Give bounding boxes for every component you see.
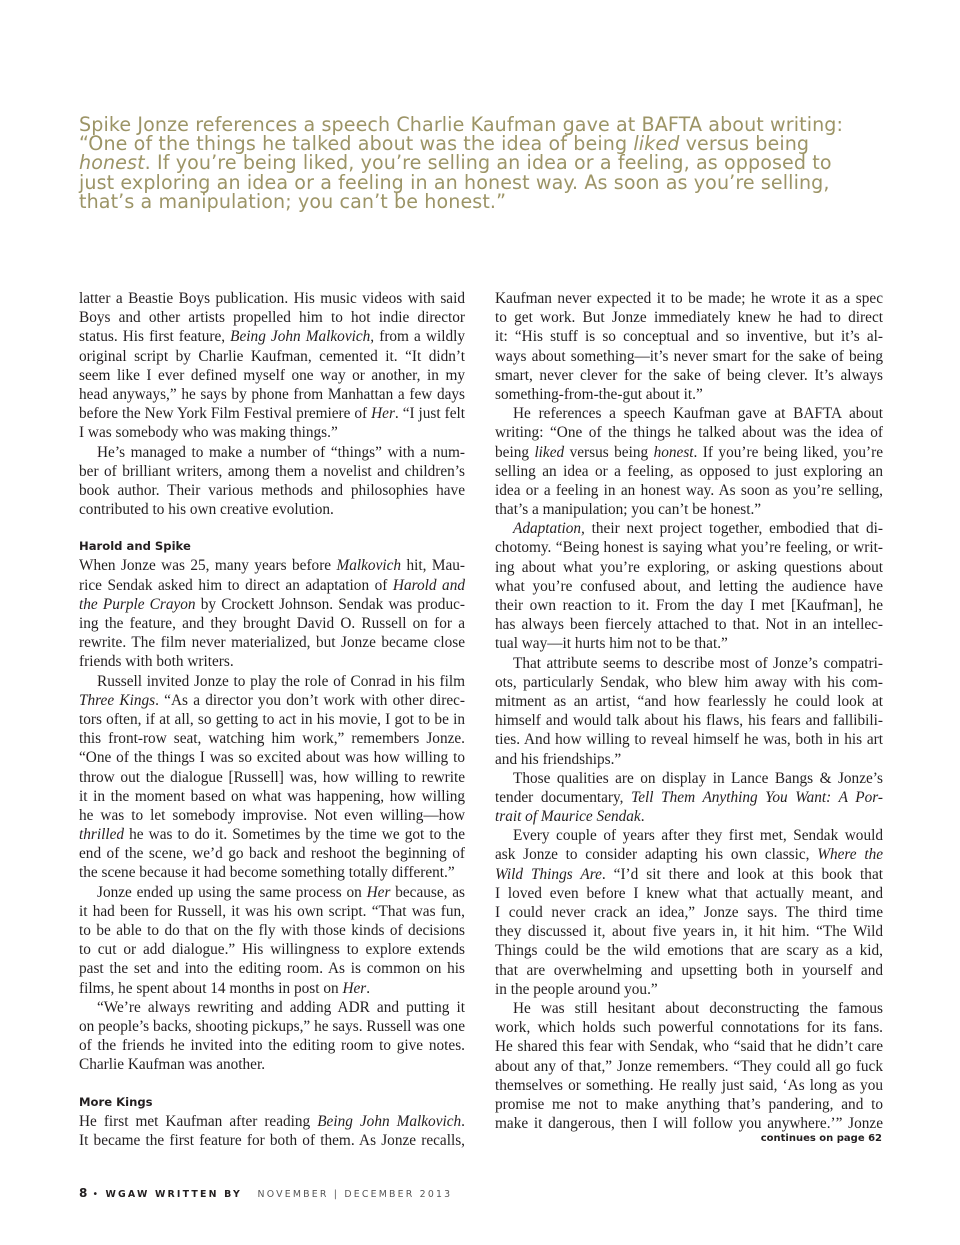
text-line: Every couple of years after they first met, Sendak would bbox=[513, 827, 883, 845]
text-line: He’s managed to make a number of “things” with a num- bbox=[97, 443, 465, 461]
text-line: their own reaction to it. From the day I met [Kaufman], he bbox=[495, 597, 883, 614]
text-line: promise me not to make anything that’s pandering, and to bbox=[495, 1095, 883, 1113]
pull-quote-line: just exploring an idea or a feeling in an honest way. As soon as you’re selling, bbox=[79, 170, 830, 194]
text-line: work, which holds such powerful connotations for its fans. bbox=[495, 1019, 883, 1037]
text-line: status. His first feature, Being John Malkovich, from a wildly bbox=[79, 328, 465, 346]
text-line: to be able to do that on the fly with those kinds of decisions bbox=[79, 922, 465, 939]
paragraph bbox=[495, 769, 883, 827]
text-line: before the New York Film Festival premiere of Her. “I just felt bbox=[79, 405, 465, 423]
text-line: rewrite. The film never materialized, but Jonze became close bbox=[79, 634, 465, 652]
paragraph bbox=[79, 289, 465, 443]
text-line: of the friends he invited into the editing room to give notes. bbox=[79, 1037, 465, 1055]
text-line: about any of that,” Jonze remembers. “They could all go fuck bbox=[495, 1057, 883, 1075]
footer-bullet: • bbox=[92, 1189, 101, 1200]
text-line: He shared this fear with Sendak, who “said that he didn’t care bbox=[495, 1038, 883, 1056]
pull-quote-line: that’s a manipulation; you can’t be honest.” bbox=[79, 189, 507, 213]
text-line: mitment as an artist, “and how fearlessly he could look at bbox=[495, 692, 883, 710]
text-line: selling an idea or a feeling, as opposed to just exploring an bbox=[495, 462, 883, 480]
section-heading: Harold and Spike bbox=[79, 539, 191, 554]
text-line: on people’s backs, shooting pickups,” he says. Russell was one bbox=[79, 1017, 465, 1035]
text-line: chotomy. “Being honest is saying what you’re feeling, or writ- bbox=[495, 539, 883, 557]
text-line: original script by Charlie Kaufman, cemented it. “It didn’t bbox=[79, 347, 465, 365]
text-line: I could never crack an idea,” Jonze says. The third time bbox=[495, 904, 883, 921]
text-line: When Jonze was 25, many years before Malkovich hit, Mau- bbox=[79, 557, 465, 575]
text-line: that are overwhelming and upsetting both in yourself and bbox=[495, 961, 883, 979]
text-line: has always been fiercely attached to that. Not in an intellec- bbox=[495, 616, 883, 634]
text-line: it in the moment based on what was happening, how willing bbox=[79, 787, 465, 805]
text-line: tender documentary, Tell Them Anything You Want: A Por- bbox=[495, 788, 883, 806]
paragraph bbox=[79, 443, 465, 520]
text-line: himself and would talk about his flaws, his fears and fallibili- bbox=[495, 712, 883, 730]
text-line: Russell invited Jonze to play the role of Conrad in his film bbox=[97, 672, 465, 690]
text-line: Wild Things Are. “I’d sit there and look at this book that bbox=[495, 865, 883, 883]
text-line: films, he spent about 14 months in post on Her. bbox=[79, 979, 371, 997]
text-line: ber of brilliant writers, among them a novelist and children’s bbox=[79, 462, 465, 480]
text-line: make it dangerous, then I will follow you anywhere.’” Jonze bbox=[495, 1115, 883, 1133]
text-line: past the set and into the editing room. As is common on his bbox=[79, 960, 465, 978]
page-number: 8 bbox=[79, 1186, 88, 1200]
text-line: I was somebody who was making things.” bbox=[79, 424, 338, 442]
text-line: and his friendships.” bbox=[495, 750, 622, 768]
text-line: that’s a manipulation; you can’t be honest.” bbox=[495, 501, 762, 519]
text-line: being liked versus being honest. If you’re being liked, you’re bbox=[495, 443, 883, 461]
text-line: the Purple Crayon by Crockett Johnson. Sendak was produc- bbox=[79, 595, 465, 613]
text-line: it: “His stuff is so conceptual and so inventive, but it’s al- bbox=[495, 328, 883, 346]
text-line: head anyways,” he says by phone from Manhattan a few days bbox=[79, 385, 465, 403]
text-line: themselves or something. He really just said, ‘As long as you bbox=[495, 1076, 883, 1094]
text-line: seem like I ever defined myself one way or another, in my bbox=[79, 366, 465, 384]
paragraph bbox=[495, 519, 883, 653]
paragraph bbox=[495, 289, 883, 404]
text-line: Boys and other artists propelled him to hot indie director bbox=[79, 309, 465, 327]
text-line: idea or a feeling in an honest way. As soon as you’re selling, bbox=[495, 481, 883, 499]
text-line: Charlie Kaufman was another. bbox=[79, 1056, 266, 1074]
text-line: trait of Maurice Sendak. bbox=[495, 808, 645, 826]
text-line: something-from-the-gut about it.” bbox=[495, 385, 703, 403]
text-line: Adaptation, their next project together, embodied that di- bbox=[513, 520, 883, 538]
paragraph bbox=[495, 999, 883, 1133]
text-line: to get work. But Jonze immediately knew he had to direct bbox=[495, 309, 883, 327]
text-line: rice Sendak asked him to direct an adaptation of Harold and bbox=[79, 576, 465, 594]
text-line: latter a Beastie Boys publication. His music videos with said bbox=[79, 290, 465, 307]
paragraph bbox=[79, 883, 465, 998]
pull-quote bbox=[79, 110, 887, 213]
text-line: they discussed it, about five years in, it hit him. “The Wild bbox=[495, 923, 883, 941]
pull-quote-line: Spike Jonze references a speech Charlie Kaufman gave at BAFTA about writing: bbox=[79, 113, 844, 136]
text-line: throw out the dialogue [Russell] was, how willing to rewrite bbox=[79, 768, 465, 786]
text-line: Jonze ended up using the same process on Her because, as bbox=[97, 883, 465, 901]
text-line: tual way—it hurts him not to be that.” bbox=[495, 635, 728, 653]
pull-quote-line: “One of the things he talked about was the idea of being liked versus being bbox=[79, 132, 810, 156]
issue-date: NOVEMBER | DECEMBER 2013 bbox=[257, 1189, 453, 1200]
text-line: it had been for Russell, it was his own script. “That was fun, bbox=[79, 902, 465, 920]
continuation-note: continues on page 62 bbox=[760, 1133, 882, 1144]
paragraph bbox=[79, 1112, 465, 1150]
text-line: Things could be the wild emotions that are scary as a kid, bbox=[495, 942, 883, 960]
magazine-name: WGAW WRITTEN BY bbox=[105, 1189, 242, 1200]
right-column bbox=[495, 289, 883, 1133]
text-line: end of the scene, we’d go back and reshoot the beginning of bbox=[79, 845, 465, 863]
pull-quote-line: honest. If you’re being liked, you’re selling an idea or a feeling, as opposed to bbox=[79, 151, 832, 175]
text-line: He first met Kaufman after reading Being John Malkovich. bbox=[79, 1112, 465, 1130]
text-line: ask Jonze to consider adapting his own classic, Where the bbox=[495, 846, 883, 864]
paragraph bbox=[79, 672, 465, 883]
text-line: book author. Their various methods and philosophies have bbox=[79, 481, 465, 499]
text-line: Kaufman never expected it to be made; he wrote it as a spec bbox=[495, 290, 883, 307]
text-line: this front-row seat, watching him work,” remembers Jonze. bbox=[79, 730, 465, 748]
text-line: It became the first feature for both of them. As Jonze recalls, bbox=[79, 1131, 465, 1149]
text-line: the scene because it had become something totally different.” bbox=[79, 864, 455, 882]
text-line: ties. And how willing to reveal himself he was, both in his art bbox=[495, 731, 883, 749]
text-line: Those qualities are on display in Lance Bangs & Jonze’s bbox=[513, 769, 883, 787]
text-line: in the people around you.” bbox=[495, 980, 658, 998]
text-line: what you’re confused about, and letting the audience have bbox=[495, 577, 883, 595]
text-line: smart, never clever for the sake of being clever. It’s always bbox=[495, 366, 883, 384]
paragraph bbox=[495, 654, 883, 769]
text-line: Three Kings. “As a director you don’t work with other direc- bbox=[79, 691, 465, 709]
paragraph bbox=[495, 404, 883, 519]
text-line: I loved even before I knew what that actually meant, and bbox=[495, 884, 883, 902]
text-line: ing the feature, and they brought David O. Russell on for a bbox=[79, 615, 465, 632]
text-line: friends with both writers. bbox=[79, 653, 234, 671]
page-footer bbox=[79, 1186, 452, 1200]
paragraph bbox=[495, 826, 883, 999]
text-line: ing about what you’re exploring, or asking questions about bbox=[495, 558, 883, 576]
text-line: writing: “One of the things he talked about was the idea of bbox=[495, 424, 883, 442]
text-line: “One of the things I was so excited about was how willing to bbox=[79, 749, 465, 767]
section-heading: More Kings bbox=[79, 1094, 153, 1109]
text-line: He was still hesitant about deconstructing the famous bbox=[513, 999, 883, 1017]
text-line: thrilled he was to do it. Sometimes by the time we got to the bbox=[79, 826, 465, 844]
text-line: He references a speech Kaufman gave at BAFTA about bbox=[513, 405, 883, 423]
text-line: That attribute seems to describe most of Jonze’s compatri- bbox=[513, 654, 883, 672]
text-line: “We’re always rewriting and adding ADR and putting it bbox=[97, 998, 465, 1016]
text-line: he was to let somebody improvise. Not even willing—how bbox=[79, 806, 465, 824]
text-line: contributed to his own creative evolution. bbox=[79, 501, 334, 519]
text-line: to cut or add dialogue.” His willingness to explore extends bbox=[79, 941, 465, 959]
text-line: tors often, if at all, so getting to act in his movie, I got to be in bbox=[79, 710, 465, 728]
text-line: ways about something—it’s never smart for the sake of being bbox=[495, 347, 883, 365]
text-line: ots, particularly Sendak, who blew him away with his com- bbox=[495, 673, 883, 691]
left-column bbox=[79, 289, 465, 1150]
paragraph bbox=[79, 998, 465, 1075]
paragraph bbox=[79, 556, 465, 671]
